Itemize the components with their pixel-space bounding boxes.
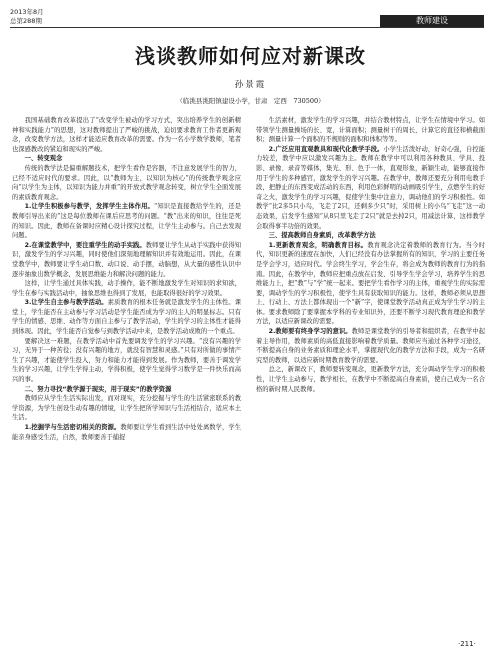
body-paragraph [12,423,241,442]
body-paragraph [256,145,485,231]
body-paragraph [256,327,485,365]
header-rule [10,27,484,28]
body-paragraph [12,202,241,240]
left-column [12,116,241,442]
body-paragraph [256,241,485,327]
page-number: ·211· [458,640,476,648]
paragraph-text: 小学生活泼好动，好奇心强，自控能力较差，教学中应以激发兴趣为主。教师在教学中可以利用各种教具、学具、投影、录像、录音等媒体，集光、形、色于一体，直观形象，新颖生动，能够直接作用于学生的多种感官，激发学生的学习兴趣。在教学中，教师还要充分利用电教手段，把静止的东西变成活动的东西，利用色彩鲜明的动画吸引学生，点燃学生的好奇之火，激发学生的学习兴趣，促使学生集中注意力，调动他们的学习积极性。如教学“比2多5只小鸟，飞走了2只，还剩多少只”时，采用树上的小鸟“飞走”这一动态效果，启发学生感知“从8只里飞走了2只”就是去掉2只，用减法计算，这样教学会取得事半功倍的效果。 [256,145,486,230]
paragraph-text: 教师要让学生看到生活中处处离数学，学生能亲身感受生活，自然，教师要善于捕捉 [12,424,241,441]
paragraph-lead: 2.在课堂教学中，要注重学生的动手实践。 [24,241,146,249]
journal-issue-info [10,8,44,25]
author-affiliation: （临洮县洮阳镇建设小学，甘肃 定西 730500） [176,97,325,105]
paragraph-lead: 2.教师要有终身学习的意识。 [268,328,352,336]
section-label: 教师建设 [380,15,484,27]
body-paragraph [12,298,241,336]
issue-number: 总第288期 [10,16,42,25]
body-paragraph [12,241,241,279]
paragraph-text: 教师是课堂教学的引导者和组织者，在教学中起着主导作用，教师素质的高低直接影响着教学质量。教师应当通过各种学习途径，不断提高自身的业务素质和理论水平，掌握现代化的教学方法和手段，成为一名研究型的教师，以适应新时期教育教学的需要。 [256,328,485,364]
paragraph-text: “知识是直接教给学生的，还是教师引导出来的”这是每位教师在课后应思考的问题。“教”出来的知识，往往是死的知识。因此，教师在备课时应精心设计探究过程，让学生主动参与。自己去发现问题。 [12,203,241,240]
body-paragraph: 生活素材，激发学生的学习兴趣，并结合教材特点，让学生在情境中学习。如带领学生测量操场的长、宽，计算面积；测量树干的周长，计算它的直径和横截面积；测量计算一个面积的不规则的面积和体积等等。 [256,117,485,144]
body-paragraph: 教师应从学生生活实际出发，而对现实，充分挖掘与学生的生活紧密联系的教学资源，为学生创设生动有趣的情境，让学生把所学知识与生活相结合，适应本土生活。 [12,395,241,422]
section-heading: 一、转变观念 [24,155,63,163]
right-column [256,116,485,394]
paragraph-lead: 1.挖掘学与生活密切相关的资源。 [24,424,121,431]
section-heading: 三、提高教师自身素质，改革教学方法 [268,232,376,240]
section-heading: 二、努力寻找“教学源于现实，用于现实”的教学资源 [24,385,172,393]
body-paragraph: 要解决这一难题，在教学活动中首先要调发学生的学习兴趣。“没有兴趣的学习，无异于一种苦役；没有兴趣的地方，就没有智慧和灵感。”只有对所做的事情产生了兴趣，才能使学生投入，努力和能力才能得到发展。作为教师，要善于调发学生的学习兴趣，让学生学得主动，学得积极，使学生觉得学习数学是一件快乐而高兴的事。 [12,337,241,384]
body-paragraph: 这样，让学生通过具体实践，动手操作，能不断地激发学生对知识的求知欲，学生在参与实践活动中，抽象思维也得到了发展，也能取得很好的学习效果。 [12,280,241,297]
paragraph-text: 素质教育的根本任务就是激发学生的主体性。课堂上，学生能否在主动参与学习活动是学生能否成为学习的主人的明显标志。只有学生的情感、思维、动作等方面自主参与了教学活动，学生的学习的主体性才能得到体现。因此，学生能否自觉参与到教学活动中来，是教学活动成败的一个重点。 [12,299,241,336]
article-author: 孙景霞 [234,80,267,90]
body-paragraph: 传统的教学法是偏重解题技术，把学生看作是容器，不注意发展学生的智力，已经不适应时代的要求。因此，以“教师为主，以知识为核心”的传统教学观念应向“以学生为主体，以知识为能力并重”的开放式教学观念转变，树立学生全面发展的素质教育观念。 [12,164,241,201]
paragraph-lead: 3.让学生自主参与教学活动。 [24,299,108,307]
paragraph-lead: 1.让学生积极参与教学，发挥学生主体作用。 [24,203,154,211]
paragraph-text: 教育观念决定着教师的教育行为。当今时代，知识更新的速度在加快，人们已经没有办法掌握所有的知识，学习的主要任务是学会学习，适应时代。学会终生学习，学会生存，将会成为教师的教育行为的指南。因此，在教学中，教师应把重点放在启发、引导学生学会学习，培养学生的思维能力上，把“教”与“学”统一起来。要把学生看作学习的主体，重视学生的实际需要，调动学生的学习积极性，使学生具有获取知识的能力。这样，教师必须从思想上、行动上、方法上都体现出一个“新”字，使课堂教学活动真正成为学生学习的主体。要求教师除了要掌握本学科的专业知识外，还要不断学习现代教育理论和教学方法，以适应新课改的需要。 [256,241,486,326]
paragraph-lead: 2.广泛应用直观教具和现代化教学手段。 [268,145,384,153]
paragraph-text: 教师要让学生从动手实践中获得知识，激发学生的学习兴趣，同时使他们深刻地理解知识并有效地运用。因此，在课堂教学中，教师要让学生动口数、动口说、动手摆，动脑想，从大量的感性认识中逐步抽象出数学概念，发展思维能力和解决问题的能力。 [12,241,241,278]
body-paragraph: 总之，新课改下，教师要转变观念，更新教学方法，充分调动学生学习的积极性，让学生主动参与，教学相长，在教学中不断提高自身素质，使自己成为一名合格的新时期人民教师。 [256,366,485,393]
article-title: 浅谈教师如何应对新课改 [135,44,366,68]
issue-date: 2013年8月 [10,8,44,16]
paragraph-lead: 1.更新教育观念，明确教育目标。 [268,241,368,249]
body-paragraph: 我国基础教育改革提出了“改变学生被动的学习方式，突出培养学生的创新精神和实践能力”的思想，这对教师提出了严峻的挑战，迫切要求教育工作者更新观念，改变教学方法，这样才能适应教育改革的需要。作为一名小学数学教师，笔者也深感教改的紧迫和现实的严峻。 [12,117,241,153]
